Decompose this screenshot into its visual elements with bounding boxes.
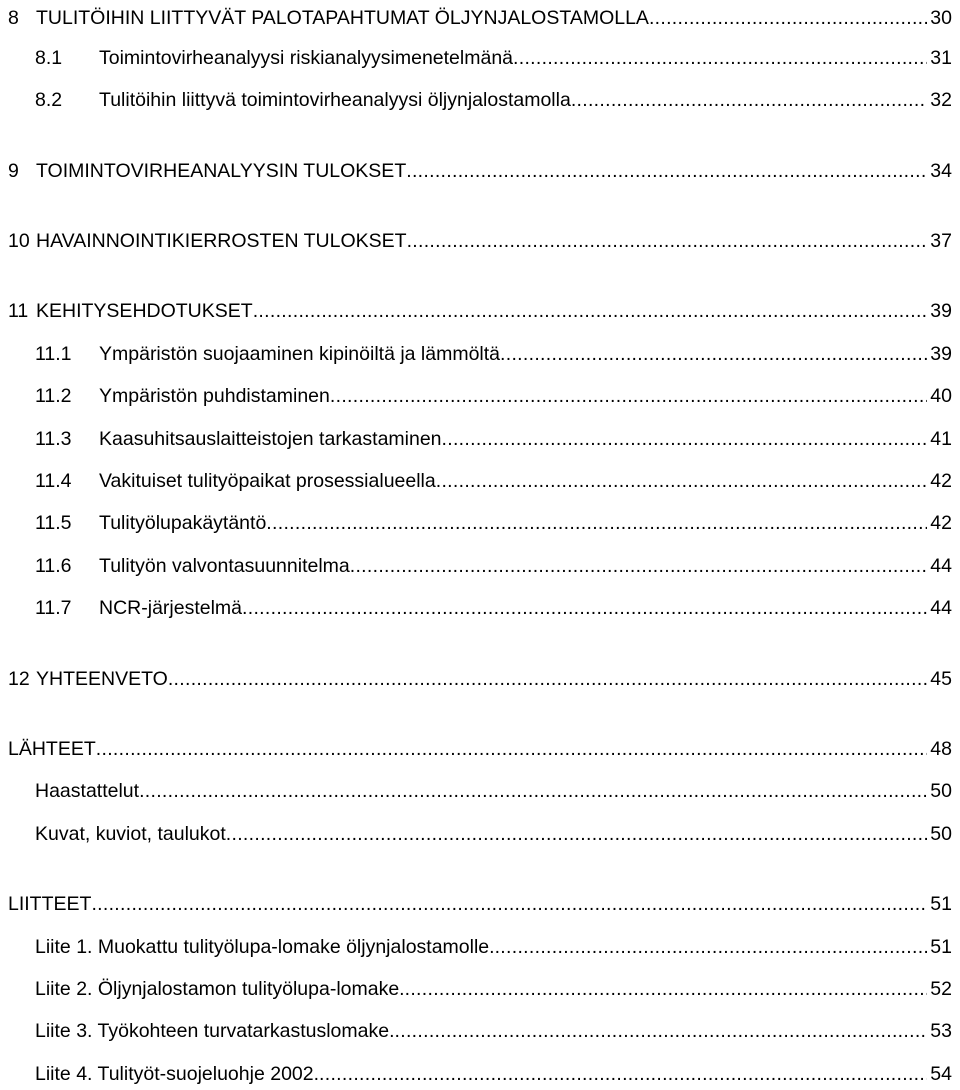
dot-leader (442, 425, 928, 453)
toc-entry-title: LIITTEET (8, 893, 92, 915)
toc-entry-page: 51 (930, 936, 952, 958)
toc-entry[interactable] (8, 665, 952, 693)
toc-entry[interactable] (35, 467, 952, 495)
dot-leader (436, 467, 928, 495)
toc-entry-title: Ympäristön suojaaminen kipinöiltä ja lämmöltä (99, 343, 501, 365)
toc-entry[interactable] (35, 509, 952, 537)
toc-entry[interactable] (35, 1017, 952, 1045)
toc-entry-number: 11.6 (35, 555, 72, 577)
toc-entry-title: TULITÖIHIN LIITTYVÄT PALOTAPAHTUMAT ÖLJYNJALOSTAMOLLA (36, 7, 649, 29)
toc-entry-title: TOIMINTOVIRHEANALYYSIN TULOKSET (36, 160, 407, 182)
dot-leader (513, 44, 927, 72)
toc-entry-page: 39 (930, 343, 952, 365)
dot-leader (407, 227, 928, 255)
toc-entry-title: Vakituiset tulityöpaikat prosessialueella (99, 470, 436, 492)
dot-leader (139, 777, 927, 805)
toc-entry[interactable] (8, 735, 952, 763)
toc-entry[interactable] (35, 594, 952, 622)
toc-entry[interactable] (8, 890, 952, 918)
dot-leader (395, 1017, 928, 1045)
toc-entry-page: 50 (930, 823, 952, 845)
toc-entry-title: Toimintovirheanalyysi riskianalyysimenetelmänä (99, 47, 514, 69)
dot-leader (253, 297, 928, 325)
toc-entry-title: Liite 1. Muokattu tulityölupa-lomake öljynjalostamolle. (35, 936, 495, 958)
toc-entry-page: 50 (930, 780, 952, 802)
dot-leader (405, 975, 928, 1003)
toc-entry-number: 12 (8, 668, 30, 690)
toc-entry-number: 11.3 (35, 428, 72, 450)
toc-entry-title: Tulityön valvontasuunnitelma (99, 555, 350, 577)
toc-entry-number: 11.1 (35, 343, 72, 365)
dot-leader (319, 1060, 927, 1088)
toc-entry[interactable] (8, 297, 952, 325)
dot-leader (495, 933, 928, 961)
dot-leader (168, 665, 927, 693)
toc-entry-title: Kuvat, kuviot, taulukot (35, 823, 226, 845)
toc-entry[interactable] (35, 382, 952, 410)
toc-entry-page: 42 (930, 512, 952, 534)
toc-entry[interactable] (35, 425, 952, 453)
toc-entry-title: Liite 2. Öljynjalostamon tulityölupa-lomake. (35, 978, 405, 1000)
dot-leader (330, 382, 927, 410)
toc-entry-title: Tulityölupakäytäntö (99, 512, 267, 534)
toc-entry-number: 10 (8, 230, 30, 252)
toc-entry-page: 44 (930, 597, 952, 619)
dot-leader (406, 157, 927, 185)
toc-entry-page: 41 (930, 428, 952, 450)
toc-entry-page: 44 (930, 555, 952, 577)
dot-leader (350, 552, 928, 580)
dot-leader (266, 509, 927, 537)
toc-entry-page: 45 (930, 668, 952, 690)
toc-entry-page: 31 (930, 47, 952, 69)
toc-entry[interactable] (35, 552, 952, 580)
toc-entry-page: 42 (930, 470, 952, 492)
dot-leader (91, 890, 927, 918)
toc-entry[interactable] (35, 86, 952, 114)
toc-entry-page: 54 (930, 1063, 952, 1085)
toc-entry-title: NCR-järjestelmä (99, 597, 243, 619)
dot-leader (242, 594, 927, 622)
toc-entry-page: 48 (930, 738, 952, 760)
toc-entry-title: Tulitöihin liittyvä toimintovirheanalyysi öljynjalostamolla (99, 89, 571, 111)
toc-entry-number: 8.1 (35, 47, 63, 69)
toc-entry[interactable] (35, 975, 952, 1003)
toc-entry-title: Kaasuhitsauslaitteistojen tarkastaminen (99, 428, 442, 450)
toc-entry-title: LÄHTEET (8, 738, 96, 760)
toc-entry-page: 37 (930, 230, 952, 252)
toc-entry[interactable] (8, 4, 952, 32)
toc-entry[interactable] (35, 44, 952, 72)
toc-entry-number: 8 (8, 7, 19, 29)
toc-entry-page: 51 (930, 893, 952, 915)
toc-entry-page: 39 (930, 300, 952, 322)
toc-entry[interactable] (8, 227, 952, 255)
toc-entry-number: 8.2 (35, 89, 63, 111)
toc-entry-number: 11.5 (35, 512, 72, 534)
dot-leader (500, 340, 927, 368)
dot-leader (96, 735, 928, 763)
toc-entry-page: 52 (930, 978, 952, 1000)
toc-entry[interactable] (8, 157, 952, 185)
toc-entry[interactable] (35, 777, 952, 805)
toc-entry-number: 11.7 (35, 597, 72, 619)
toc-entry-title: Liite 3. Työkohteen turvatarkastuslomake. (35, 1020, 395, 1042)
toc-entry-page: 30 (930, 7, 952, 29)
toc-entry-title: HAVAINNOINTIKIERROSTEN TULOKSET (36, 230, 407, 252)
toc-entry-page: 40 (930, 385, 952, 407)
toc-entry-title: Haastattelut (35, 780, 140, 802)
toc-entry-number: 11.2 (35, 385, 72, 407)
dot-leader (571, 86, 927, 114)
dot-leader (226, 820, 928, 848)
toc-entry-number: 11.4 (35, 470, 72, 492)
toc-entry-title: Ympäristön puhdistaminen (99, 385, 330, 407)
toc-entry-page: 34 (930, 160, 952, 182)
toc-entry[interactable] (35, 1060, 952, 1088)
toc-entry-title: Liite 4. Tulityöt-suojeluohje 2002. (35, 1063, 320, 1085)
toc-entry[interactable] (35, 820, 952, 848)
toc-entry-title: YHTEENVETO (36, 668, 168, 690)
toc-entry[interactable] (35, 933, 952, 961)
toc-entry-page: 53 (930, 1020, 952, 1042)
toc-entry-number: 9 (8, 160, 19, 182)
toc-entry-title: KEHITYSEHDOTUKSET (36, 300, 253, 322)
dot-leader (649, 4, 927, 32)
toc-entry-number: 11 (8, 300, 29, 322)
toc-entry-page: 32 (930, 89, 952, 111)
toc-entry[interactable] (35, 340, 952, 368)
